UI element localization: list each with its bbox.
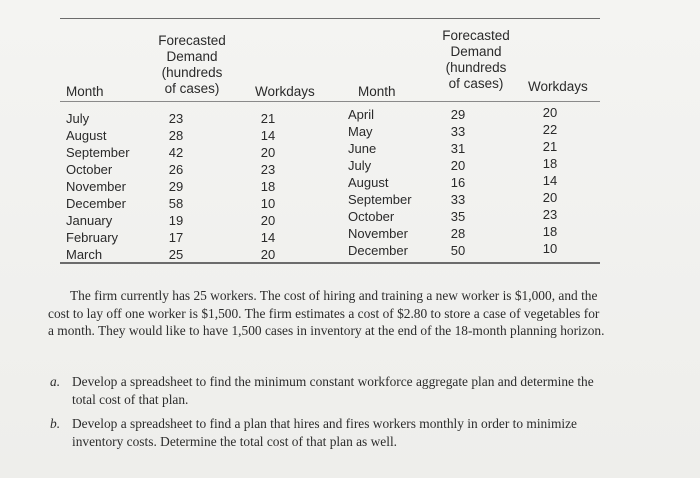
left-workdays-cell: 21: [260, 111, 276, 126]
left-demand-cell: 25: [168, 247, 184, 262]
right-month-cell: September: [348, 192, 412, 207]
item-b-text: Develop a spreadsheet to find a plan that hires and fires workers monthly in order to minimize inventory costs. Determine the total cost of that plan as well.: [72, 416, 577, 449]
header-demand-right-line3: (hundreds: [445, 60, 507, 75]
left-month-cell: March: [66, 247, 103, 262]
left-demand-cell: 42: [168, 145, 184, 160]
left-month-cell: January: [66, 213, 113, 228]
header-demand-left-line1: Forecasted: [158, 33, 226, 48]
left-workdays-cell: 20: [260, 145, 276, 160]
problem-text: The firm currently has 25 workers. The cost of hiring and training a new worker is $1,000, and the cost to lay off one worker is $1,500. The firm estimates a cost of $2.80 to store a case of vegetables for a month. They would like to have 1,500 cases in inventory at the end of the 18-month planning horizon.: [48, 288, 605, 338]
header-demand-right: [434, 28, 518, 92]
left-demand-cell: 23: [168, 111, 184, 126]
right-month-cell: June: [348, 141, 377, 156]
header-demand-left-line3: (hundreds: [161, 65, 223, 80]
table-bottom-rule: [60, 262, 600, 264]
right-demand-cell: 16: [450, 175, 466, 190]
right-demand-cell: 29: [450, 107, 466, 122]
left-workdays-cell: 14: [260, 230, 276, 245]
right-month-cell: July: [348, 158, 372, 173]
left-workdays-column: [260, 110, 288, 263]
right-month-cell: April: [348, 107, 375, 122]
left-demand-cell: 28: [168, 128, 184, 143]
right-demand-column: [450, 106, 478, 259]
right-month-cell: November: [348, 226, 408, 241]
left-workdays-cell: 18: [260, 179, 276, 194]
header-demand-left: [150, 33, 234, 97]
header-month-left: Month: [66, 84, 104, 99]
problem-paragraph: [48, 287, 608, 340]
left-workdays-cell: 20: [260, 247, 276, 262]
right-month-cell: December: [348, 243, 408, 258]
left-month-cell: September: [66, 145, 130, 160]
right-demand-cell: 28: [450, 226, 466, 241]
right-demand-cell: 20: [450, 158, 466, 173]
left-demand-column: [168, 110, 196, 263]
left-month-cell: October: [66, 162, 113, 177]
left-month-cell: February: [66, 230, 119, 245]
left-month-cell: November: [66, 179, 126, 194]
left-demand-cell: 29: [168, 179, 184, 194]
left-demand-cell: 58: [168, 196, 184, 211]
header-demand-right-line2: Demand: [450, 44, 502, 59]
left-demand-cell: 19: [168, 213, 184, 228]
right-workdays-cell: 18: [542, 156, 558, 171]
left-workdays-cell: 20: [260, 213, 276, 228]
left-month-cell: August: [66, 128, 107, 143]
left-month-cell: July: [66, 111, 90, 126]
right-workdays-cell: 18: [542, 224, 558, 239]
right-demand-cell: 31: [450, 141, 466, 156]
item-a-label: a.: [50, 374, 61, 389]
header-workdays-right: Workdays: [528, 79, 588, 94]
right-workdays-cell: 22: [542, 122, 558, 137]
left-month-column: [66, 110, 130, 263]
left-month-cell: December: [66, 196, 126, 211]
left-demand-cell: 17: [168, 230, 184, 245]
right-month-cell: October: [348, 209, 395, 224]
item-b-label: b.: [50, 416, 61, 431]
right-workdays-cell: 23: [542, 207, 558, 222]
right-demand-cell: 35: [450, 209, 466, 224]
header-demand-right-line4: of cases): [448, 76, 504, 91]
right-workdays-cell: 20: [542, 190, 558, 205]
left-workdays-cell: 14: [260, 128, 276, 143]
header-month-right: Month: [358, 84, 396, 99]
right-workdays-cell: 20: [542, 105, 558, 120]
right-month-cell: August: [348, 175, 389, 190]
table-header-rule: [60, 101, 600, 102]
right-month-column: [348, 106, 412, 259]
right-workdays-column: [542, 104, 570, 257]
header-workdays-left: Workdays: [255, 84, 315, 99]
header-demand-left-line4: of cases): [164, 81, 220, 96]
right-workdays-cell: 14: [542, 173, 558, 188]
left-workdays-cell: 23: [260, 162, 276, 177]
right-workdays-cell: 21: [542, 139, 558, 154]
item-a-text: Develop a spreadsheet to find the minimum constant workforce aggregate plan and determine the total cost of that plan.: [72, 374, 594, 407]
right-workdays-cell: 10: [542, 241, 558, 256]
header-demand-right-line1: Forecasted: [442, 28, 510, 43]
right-demand-cell: 33: [450, 192, 466, 207]
header-demand-left-line2: Demand: [166, 49, 218, 64]
left-demand-cell: 26: [168, 162, 184, 177]
right-month-cell: May: [348, 124, 373, 139]
right-demand-cell: 50: [450, 243, 466, 258]
right-demand-cell: 33: [450, 124, 466, 139]
left-workdays-cell: 10: [260, 196, 276, 211]
table-top-rule: [60, 18, 600, 19]
